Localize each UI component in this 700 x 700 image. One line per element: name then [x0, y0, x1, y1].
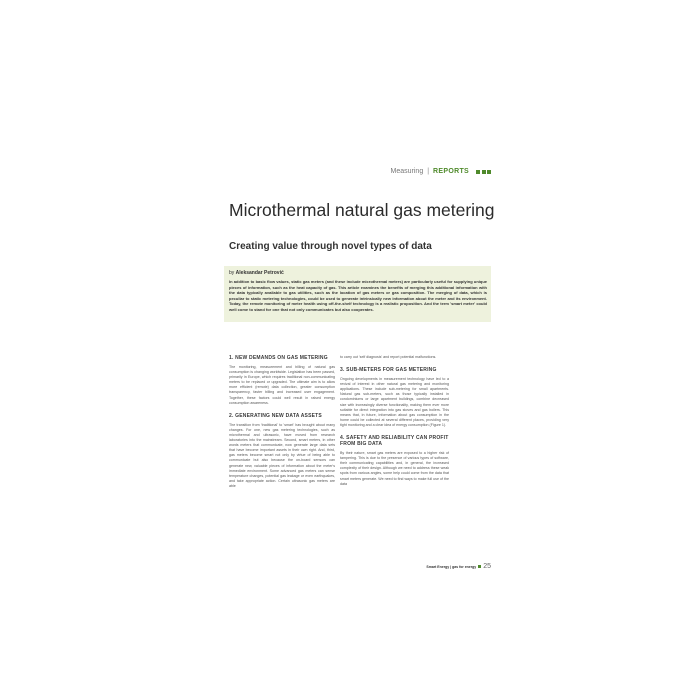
author-name: Aleksandar Petrović: [235, 270, 284, 276]
section-paragraph: The transition from 'traditional' to 'smart' has brought about many changes. For one, new gas metering technologies, such as microthermal and ultrasonic, have moved from research laboratories into the mainstream. Second, smart meters, in other words meters that communicate, now generate large data sets that have become important assets in their own right. And, third, gas meters become smart not only by virtue of being able to communicate but also because the on-board sensors can generate new, valuable pieces of information about the meter's immediate environment. Some advanced gas meters can sense temperature changes, potential gas leakage or even earthquakes, and take appropriate action. Certain ultrasonic gas meters are able: [229, 422, 335, 488]
header-section: REPORTS: [433, 168, 469, 175]
footer-square-icon: [478, 565, 481, 568]
body-column-right: [340, 355, 449, 494]
abstract-box: [224, 266, 491, 322]
page-footer: [426, 563, 491, 570]
section-paragraph: The monitoring, measurement and billing of natural gas consumption is changing worldwide. Legislation has been passed, primarily in Europe, which requires traditional non-communicating meters to be replaced or upgraded. The ultimate aim is to allow more efficient (remote) data collection, greater consumption transparency, faster billing and increased user engagement. Together, these factors could well result in raised energy consumption awareness.: [229, 365, 335, 405]
section-heading: 4. SAFETY AND RELIABILITY CAN PROFIT FROM BIG DATA: [340, 435, 449, 448]
section-paragraph: By their nature, smart gas meters are exposed to a higher risk of tampering. This is due to the presence of various types of software, their communicating capabilities and, in general, the increased complexity of their design. Although we need to address these weak spots from various angles, some help could come from the data that smart meters generate. We need to find ways to make full use of the data: [340, 451, 449, 486]
header-category: Measuring: [390, 168, 424, 175]
body-column-left: [229, 355, 335, 496]
section-paragraph: to carry out 'self diagnosis' and report potential malfunctions.: [340, 355, 437, 359]
page-number: 25: [483, 563, 491, 570]
header-squares-icon: [476, 170, 491, 174]
abstract-text: In addition to basic flow values, static gas meters (and these include microthermal meters) are particularly useful for supplying unique pieces of information, such as the heat capacity of gas. This article examines the benefits of merging this additional information with the data typically available to gas utilities, such as the location of gas meters or gas composition. The merging of data, which is peculiar to static metering technologies, could be used to generate intrinsically new information about the meter and its environment. Today, the remote monitoring of meter health using off-the-shelf technology is a realistic proposition. And the term 'smart meter' could well come to stand for one that not only communicates but also cooperates.: [229, 279, 487, 312]
running-header: [391, 168, 491, 175]
byline: [229, 270, 487, 276]
section-heading: 3. SUB-METERS FOR GAS METERING: [340, 367, 437, 374]
article-title: Microthermal natural gas metering: [229, 200, 495, 220]
byline-prefix: by: [229, 270, 235, 276]
section-paragraph: Ongoing developments in measurement technology have led to a revival of interest in other natural gas metering and monitoring applications. These include sub-metering for small apartments. Natural gas sub-meters, such as those typically installed in condominiums or large apartment buildings, combine decreased size with increasingly diverse functionality, making them ever more suitable for direct integration into gas stoves and gas boilers. This means that, in future, information about gas consumption in the home could be collected at several different places, providing very tight monitoring and a clear idea of energy consumption (Figure 1).: [340, 377, 449, 427]
section-heading: 1. NEW DEMANDS ON GAS METERING: [229, 355, 328, 361]
footer-publication: Smart Energy | gas for energy: [426, 564, 477, 569]
header-separator: |: [427, 168, 430, 175]
article-subtitle: Creating value through novel types of data: [229, 241, 432, 252]
section-heading: 2. GENERATING NEW DATA ASSETS: [229, 412, 322, 419]
